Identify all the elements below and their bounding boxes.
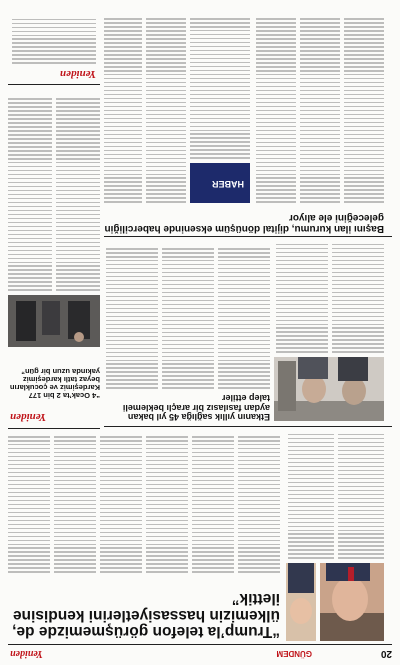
imprint-brand: Yeniden (59, 68, 96, 80)
left-story-headline: “4 Ocak’ta 2 bin 177 Kardeşimiz ve çocukların beyaz tatlı kardeşimiz yakında uzun bir gün” (9, 367, 100, 400)
header-rule (8, 644, 392, 645)
elderly-body-col-3 (218, 241, 270, 389)
elderly-photo (274, 357, 384, 421)
mid-rule (104, 426, 392, 427)
elderly-body-col-1 (332, 241, 384, 353)
elderly-body-col-2 (276, 241, 328, 353)
bottom-body-col-3 (256, 13, 296, 203)
main-body-col-3 (238, 433, 280, 573)
side-brand-box (8, 403, 100, 425)
page-header (8, 647, 392, 659)
main-body-col-8 (8, 433, 50, 573)
main-body-col-6 (100, 433, 142, 573)
bottom-body-col-6 (104, 13, 142, 203)
main-body-col-7 (54, 433, 96, 573)
portrait-photo (320, 563, 384, 641)
bottom-body-col-5 (146, 13, 186, 203)
main-body-col-5 (146, 433, 188, 573)
page-number: 20 (380, 648, 392, 659)
imprint-box (8, 10, 100, 85)
ad-label: HABER (211, 179, 244, 189)
main-body-col-4 (192, 433, 234, 573)
left-story-photo (8, 295, 100, 347)
elderly-body-col-4 (162, 241, 214, 389)
left-story-body-col-2 (8, 91, 52, 291)
ad-box (190, 163, 250, 203)
main-headline: “Trump’la telefon görüşmemizde de, ülkemizin hassasiyetlerini kendisine ilettik” (12, 590, 280, 640)
bottom-rule (104, 236, 392, 237)
bottom-body-col-1 (344, 13, 384, 203)
main-body-col-1 (338, 431, 384, 559)
side-rule (8, 428, 100, 429)
elderly-headline: Etkanın yıllık sağlığa 45 yıl bakan aydan fasılasız bir araçlı beklemeli talep ettiler (122, 393, 270, 422)
imprint-lines (12, 14, 96, 64)
brand-logo: Yeniden (10, 648, 43, 659)
main-body-col-2 (288, 431, 334, 559)
left-story-body-col-1 (56, 91, 100, 291)
side-brand-logo: Yeniden (10, 411, 47, 423)
bottom-body-col-4 (190, 13, 250, 159)
bottom-body-col-2 (300, 13, 340, 203)
secondary-photo (286, 563, 316, 641)
section-label: GÜNDEM (276, 649, 312, 658)
bottom-headline: Başını ilan kurumu, dijital dönüşüm ekseninde haberciliğin geleceğini ele alıyor (104, 212, 384, 234)
elderly-body-col-5 (106, 241, 158, 389)
